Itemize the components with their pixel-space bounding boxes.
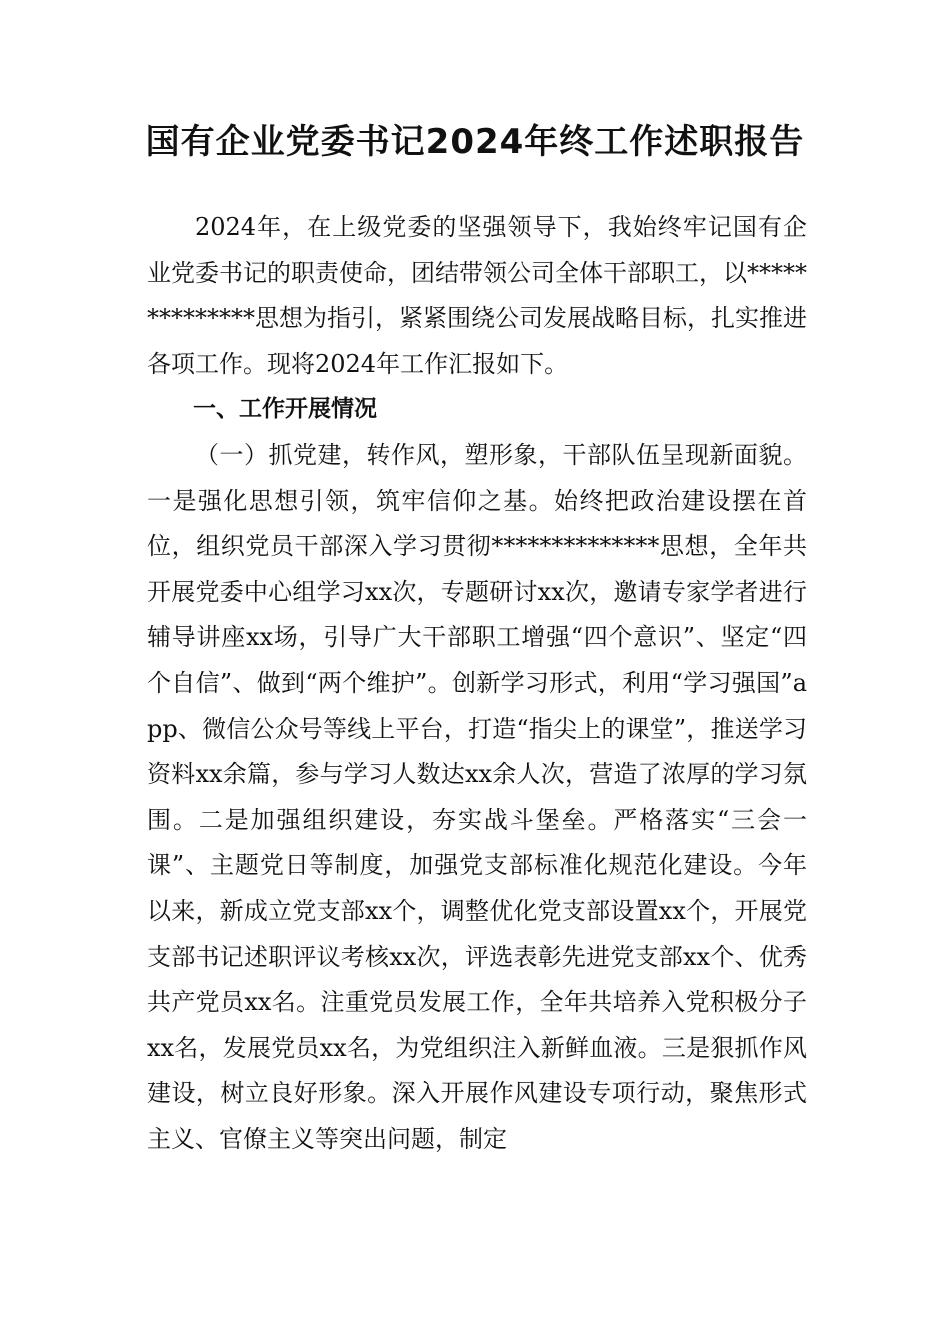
intro-paragraph: 2024年，在上级党委的坚强领导下，我始终牢记国有企业党委书记的职责使命，团结带领公司全体干部职工，以**************思想为指引，紧紧围绕公司发展战略目标，扎实推进各项工作。现将2024年工作汇报如下。 <box>147 213 807 378</box>
section-paragraph: （一）抓党建，转作风，塑形象，干部队伍呈现新面貌。一是强化思想引领，筑牢信仰之基。始终把政治建设摆在首位，组织党员干部深入学习贯彻**************思想，全年共开展党委中心组学习xx次，专题研讨xx次，邀请专家学者进行辅导讲座xx场，引导广大干部职工增强“四个意识”、坚定“四个自信”、做到“两个维护”。创新学习形式，利用“学习强国”app、微信公众号等线上平台，打造“指尖上的课堂”，推送学习资料xx余篇，参与学习人数达xx余人次，营造了浓厚的学习氛围。二是加强组织建设，夯实战斗堡垒。严格落实“三会一课”、主题党日等制度，加强党支部标准化规范化建设。今年以来，新成立党支部xx个，调整优化党支部设置xx个，开展党支部书记述职评议考核xx次，评选表彰先进党支部xx个、优秀共产党员xx名。注重党员发展工作，全年共培养入党积极分子xx名，发展党员xx名，为党组织注入新鲜血液。三是狠抓作风建设，树立良好形象。深入开展作风建设专项行动，聚焦形式主义、官僚主义等突出问题，制定 <box>147 440 807 1153</box>
document-title: 国有企业党委书记2024年终工作述职报告 <box>145 122 805 162</box>
document-body <box>147 205 807 1162</box>
section-heading: 一、工作开展情况 <box>193 396 377 423</box>
